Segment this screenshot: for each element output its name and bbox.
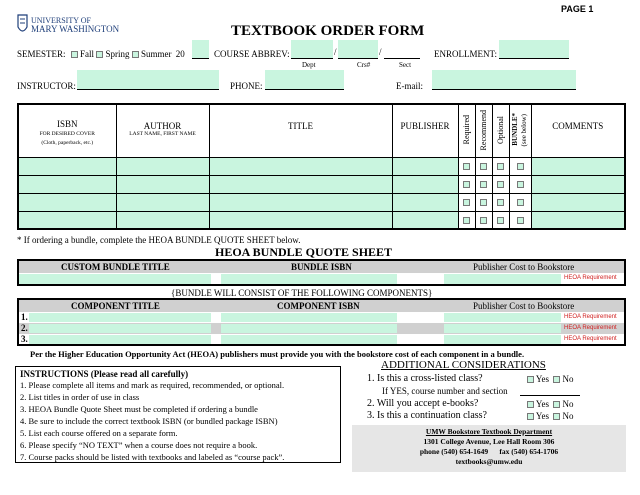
optional-cell [492,157,509,175]
isbn-cell[interactable] [18,175,116,193]
enrollment-label: ENROLLMENT: [434,49,498,59]
instruction-item: 1. Please complete all items and mark as required, recommended, or optional. [20,380,285,390]
q3-yes-checkbox[interactable] [527,413,534,420]
q1-sub-label: If YES, course number and section [382,386,508,396]
recommend-checkbox[interactable] [480,217,487,224]
q1-options [527,374,574,384]
heoa-act-note: Per the Higher Education Opportunity Act (HEOA) publishers must provide you with the bookstore cost of each component in a bundle. [30,349,525,359]
publisher-cell[interactable] [392,157,458,175]
component-isbn-input[interactable] [221,324,397,333]
bundle-cell [509,175,531,193]
bundle-isbn-input[interactable] [221,274,397,284]
author-header [116,104,209,157]
q3-no-checkbox[interactable] [553,413,560,420]
additional-heading: ADDITIONAL CONSIDERATIONS [381,359,546,371]
component-title-label: COMPONENT TITLE [71,301,160,311]
optional-checkbox[interactable] [497,163,504,170]
required-cell [458,175,475,193]
publisher-header: PUBLISHER [392,104,458,157]
bundle-cell [509,193,531,211]
optional-checkbox[interactable] [497,217,504,224]
required-header [458,104,475,157]
semester-label: SEMESTER: [17,49,66,59]
table-row [18,211,625,229]
title-cell[interactable] [209,175,392,193]
spring-checkbox[interactable] [96,51,103,58]
bundle-checkbox[interactable] [517,217,524,224]
instruction-item: 4. Be sure to include the correct textbook ISBN (or bundled package ISBN) [20,416,278,426]
course-sep-1: / [334,47,337,57]
recommend-cell [475,211,492,229]
q2-no-label: No [562,399,574,409]
optional-checkbox[interactable] [497,181,504,188]
recommend-checkbox[interactable] [480,163,487,170]
university-wordmark [31,16,119,34]
bundle-cell [509,157,531,175]
comments-header: COMMENTS [531,104,625,157]
required-cell [458,211,475,229]
author-cell[interactable] [116,175,209,193]
title-cell[interactable] [209,193,392,211]
q3-yes-label: Yes [535,411,550,421]
required-checkbox[interactable] [463,181,470,188]
q3-no-label: No [562,411,574,421]
course-number-input[interactable] [338,40,378,59]
optional-cell [492,193,509,211]
q3-options [527,411,574,421]
component-title-input[interactable] [29,324,211,333]
contact-box [352,425,626,472]
contact-dept: UMW Bookstore Textbook Department [425,427,553,436]
bundle-note: * If ordering a bundle, complete the HEOA BUNDLE QUOTE SHEET below. [17,235,301,245]
contact-email[interactable]: textbooks@umw.edu [455,457,523,466]
bundle-checkbox[interactable] [517,181,524,188]
publisher-cell[interactable] [392,175,458,193]
component-cost-label: Publisher Cost to Bookstore [473,301,575,311]
optional-cell [492,211,509,229]
publisher-cell[interactable] [392,211,458,229]
component-row [19,334,624,345]
heoa-bundle-block [17,259,626,286]
q2-yes-label: Yes [535,399,550,409]
optional-header [492,104,509,157]
bundle-isbn-label: BUNDLE ISBN [291,262,352,272]
page-label: PAGE 1 [561,4,594,14]
phone-label: PHONE: [230,81,263,91]
course-abbrev-label: COURSE ABBREV: [214,49,290,59]
logo-line2: MARY WASHINGTON [31,24,120,34]
dept-sublabel: Dept [302,61,316,69]
q1-no-checkbox[interactable] [553,376,560,383]
components-block [17,298,626,346]
bundle-checkbox[interactable] [517,163,524,170]
isbn-header-sub1: FOR DESIRED COVER [39,131,95,137]
instruction-item: 6. Please specify “NO TEXT” when a course does not require a book. [20,440,258,450]
recommend-cell [475,157,492,175]
required-checkbox[interactable] [463,199,470,206]
bundle-checkbox[interactable] [517,199,524,206]
comments-cell[interactable] [531,211,625,229]
recommend-cell [475,193,492,211]
bundle-header [509,104,531,157]
instruction-item: 5. List each course offered on a separate form. [20,428,178,438]
dept-input[interactable] [291,40,333,59]
component-cost-input[interactable] [444,335,561,344]
university-logo-icon [17,14,28,36]
custom-bundle-title-label: CUSTOM BUNDLE TITLE [61,262,170,272]
component-isbn-input[interactable] [221,335,397,344]
bundle-header-sub: (see below) [520,113,528,147]
component-row-number: 2. [21,323,28,333]
q2-options [527,399,574,409]
q1-no-label: No [562,374,574,384]
form-title: TEXTBOOK ORDER FORM [231,23,425,39]
component-cost-input[interactable] [444,324,561,333]
isbn-header-sub2: (Cloth, paperback, etc.) [41,140,94,146]
recommend-checkbox[interactable] [480,199,487,206]
isbn-header-label: ISBN [56,119,78,129]
component-heoa-requirement: HEOA Requirement [564,336,617,342]
instructor-input[interactable] [77,70,219,90]
section-input[interactable] [384,58,420,59]
table-row [18,157,625,175]
q2-yes-checkbox[interactable] [527,401,534,408]
comments-cell[interactable] [531,193,625,211]
q1-course-input[interactable] [520,395,580,396]
author-cell[interactable] [116,193,209,211]
q3-label: 3. Is this a continuation class? [367,410,487,421]
instruction-item: 7. Course packs should be listed with textbooks and labeled as “course pack”. [20,452,285,462]
publisher-cost-label: Publisher Cost to Bookstore [473,262,575,272]
sect-sublabel: Sect [399,61,412,69]
textbook-table [17,103,626,230]
isbn-header [18,104,116,157]
bundle-header-label: BUNDLE* [511,113,519,147]
year-input[interactable] [192,40,209,59]
logo-line1: UNIVERSITY OF [31,16,91,25]
component-row [19,323,624,334]
email-label: E-mail: [396,81,423,91]
isbn-cell[interactable] [18,211,116,229]
q1-yes-label: Yes [535,374,550,384]
author-cell[interactable] [116,211,209,229]
enrollment-input[interactable] [499,40,569,59]
instructions-heading: INSTRUCTIONS (Please read all carefully) [20,369,189,379]
component-cost-input[interactable] [444,313,561,322]
component-title-input[interactable] [29,313,211,322]
recommend-header-label: Recommend [479,109,488,150]
table-row [18,193,625,211]
bundle-heoa-requirement: HEOA Requirement [564,275,617,281]
comments-cell[interactable] [531,175,625,193]
spring-label: Spring [105,49,130,59]
summer-label: Summer [141,49,172,59]
heoa-title: HEOA BUNDLE QUOTE SHEET [215,245,393,259]
optional-cell [492,175,509,193]
email-input[interactable] [432,70,576,90]
bundle-cell [509,211,531,229]
component-row-number: 3. [21,334,28,344]
year-prefix: 20 [175,49,185,59]
required-cell [458,193,475,211]
comments-cell[interactable] [531,157,625,175]
required-checkbox[interactable] [463,217,470,224]
component-heoa-requirement: HEOA Requirement [564,325,617,331]
component-heoa-requirement: HEOA Requirement [564,314,617,320]
component-isbn-label: COMPONENT ISBN [277,301,360,311]
author-header-sub: LAST NAME, FIRST NAME [129,131,196,137]
table-row [18,175,625,193]
fall-label: Fall [80,49,95,59]
semester-row [17,49,185,59]
q1-label: 1. Is this a cross-listed class? [367,373,483,384]
isbn-cell[interactable] [18,193,116,211]
title-cell[interactable] [209,211,392,229]
optional-checkbox[interactable] [497,199,504,206]
component-isbn-input[interactable] [221,313,397,322]
required-header-label: Required [462,115,471,145]
course-sep-2: / [379,47,382,57]
components-heading: {BUNDLE WILL CONSIST OF THE FOLLOWING COMPONENTS} [171,288,433,298]
instruction-item: 3. HEOA Bundle Quote Sheet must be completed if ordering a bundle [20,404,258,414]
crs-sublabel: Crs# [357,61,371,69]
optional-header-label: Optional [496,115,505,144]
custom-bundle-title-input[interactable] [19,274,211,284]
q1-yes-checkbox[interactable] [527,376,534,383]
phone-input[interactable] [265,70,344,90]
summer-checkbox[interactable] [132,51,139,58]
title-cell[interactable] [209,157,392,175]
component-title-input[interactable] [29,335,211,344]
required-checkbox[interactable] [463,163,470,170]
required-cell [458,157,475,175]
recommend-header [475,104,492,157]
q2-label: 2. Will you accept e-books? [367,398,479,409]
publisher-cell[interactable] [392,193,458,211]
author-cell[interactable] [116,157,209,175]
component-row-number: 1. [21,312,28,322]
recommend-cell [475,175,492,193]
title-header: TITLE [209,104,392,157]
component-row [19,312,624,323]
q2-no-checkbox[interactable] [553,401,560,408]
recommend-checkbox[interactable] [480,181,487,188]
table-header-row [18,104,625,157]
instructions-box [15,366,341,463]
contact-address: 1301 College Avenue, Lee Hall Room 306 [423,437,555,446]
author-header-label: AUTHOR [143,121,182,131]
fall-checkbox[interactable] [71,51,78,58]
bundle-cost-input[interactable] [444,274,561,284]
isbn-cell[interactable] [18,157,116,175]
instruction-item: 2. List titles in order of use in class [20,392,140,402]
instructor-label: INSTRUCTOR: [17,81,76,91]
contact-phone-fax: phone (540) 654-1649 fax (540) 654-1706 [419,447,559,456]
